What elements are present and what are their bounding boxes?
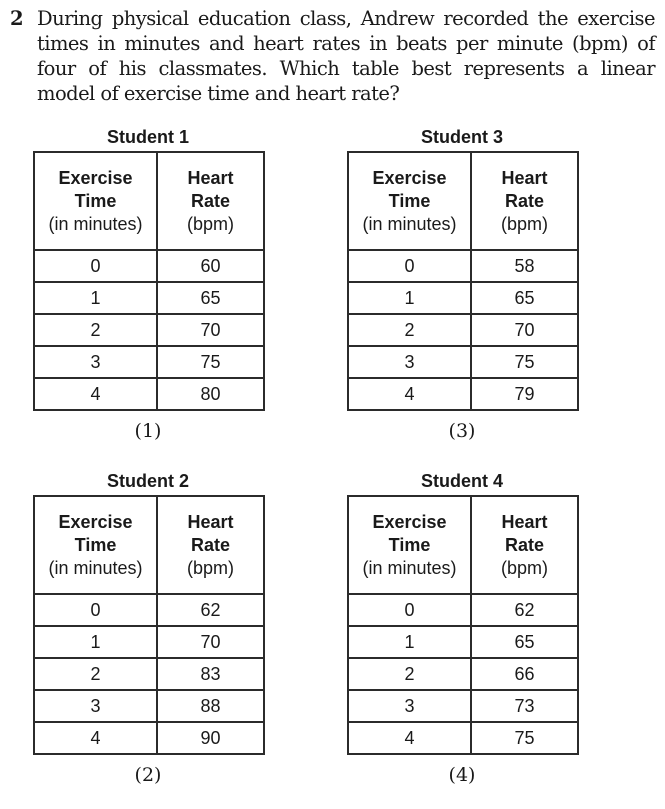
cell-time: 0	[34, 594, 157, 626]
header-text: Rate	[190, 534, 230, 555]
cell-rate: 75	[471, 346, 578, 378]
cell-time: 1	[34, 282, 157, 314]
header-text: Heart	[501, 511, 548, 532]
header-text: Heart	[501, 167, 548, 188]
cell-time: 2	[34, 658, 157, 690]
choice-label[interactable]: (2)	[134, 764, 162, 786]
cell-rate: 65	[157, 282, 264, 314]
table-row	[348, 658, 578, 690]
table-row	[34, 346, 264, 378]
table-row	[348, 626, 578, 658]
table-row	[34, 594, 264, 626]
table-row	[34, 314, 264, 346]
header-exercise-time	[34, 152, 157, 250]
cell-rate: 70	[157, 314, 264, 346]
answer-choice-3[interactable]	[347, 125, 577, 443]
header-exercise-time	[348, 496, 471, 594]
question-number: 2	[10, 7, 24, 30]
header-row	[348, 152, 578, 250]
header-unit: (in minutes)	[48, 557, 143, 578]
cell-rate: 65	[471, 282, 578, 314]
cell-rate: 75	[157, 346, 264, 378]
table-title: Student 1	[106, 127, 189, 147]
cell-time: 1	[34, 626, 157, 658]
choice-label[interactable]: (1)	[134, 420, 162, 442]
header-text: Time	[388, 190, 431, 211]
cell-rate: 70	[157, 626, 264, 658]
cell-time: 0	[34, 250, 157, 282]
table-row	[34, 282, 264, 314]
cell-time: 2	[34, 314, 157, 346]
cell-time: 2	[348, 658, 471, 690]
header-heart-rate	[471, 152, 578, 250]
data-table	[33, 151, 265, 411]
header-text: Time	[388, 534, 431, 555]
data-table	[347, 151, 579, 411]
cell-rate: 62	[471, 594, 578, 626]
header-unit: (in minutes)	[48, 213, 143, 234]
cell-rate: 83	[157, 658, 264, 690]
table-row	[34, 378, 264, 410]
answer-choice-4[interactable]	[347, 469, 577, 787]
cell-time: 2	[348, 314, 471, 346]
cell-time: 4	[348, 378, 471, 410]
cell-time: 4	[348, 722, 471, 754]
header-unit: (bpm)	[186, 557, 234, 578]
header-text: Rate	[504, 190, 544, 211]
answer-choice-2[interactable]	[33, 469, 263, 787]
cell-time: 3	[348, 690, 471, 722]
header-unit: (bpm)	[500, 213, 548, 234]
header-unit: (in minutes)	[362, 557, 457, 578]
table-title: Student 3	[420, 127, 503, 147]
cell-time: 3	[34, 690, 157, 722]
cell-rate: 75	[471, 722, 578, 754]
header-text: Rate	[190, 190, 230, 211]
cell-rate: 70	[471, 314, 578, 346]
header-heart-rate	[157, 496, 264, 594]
header-row	[34, 496, 264, 594]
choice-label[interactable]: (4)	[448, 764, 476, 786]
cell-time: 1	[348, 626, 471, 658]
header-row	[348, 496, 578, 594]
header-heart-rate	[471, 496, 578, 594]
cell-rate: 88	[157, 690, 264, 722]
table-title: Student 4	[420, 471, 503, 491]
question-stem: During physical education class, Andrew recorded the exercise times in minutes and heart rates in beats per minute (bpm) of four of his classmates. Which table best represents a linear model of exercise time and heart rate?	[37, 7, 655, 105]
table-row	[34, 690, 264, 722]
cell-rate: 62	[157, 594, 264, 626]
header-text: Exercise	[372, 167, 447, 188]
header-text: Heart	[187, 167, 234, 188]
data-table	[33, 495, 265, 755]
table-row	[348, 594, 578, 626]
cell-time: 4	[34, 722, 157, 754]
header-unit: (in minutes)	[362, 213, 457, 234]
cell-rate: 66	[471, 658, 578, 690]
header-text: Time	[74, 534, 117, 555]
table-row	[34, 626, 264, 658]
header-exercise-time	[348, 152, 471, 250]
header-heart-rate	[157, 152, 264, 250]
choice-label[interactable]: (3)	[448, 420, 476, 442]
table-row	[348, 250, 578, 282]
cell-time: 3	[34, 346, 157, 378]
header-text: Exercise	[372, 511, 447, 532]
cell-time: 1	[348, 282, 471, 314]
table-row	[34, 722, 264, 754]
cell-rate: 90	[157, 722, 264, 754]
header-text: Exercise	[58, 167, 133, 188]
header-text: Time	[74, 190, 117, 211]
cell-rate: 65	[471, 626, 578, 658]
table-title: Student 2	[106, 471, 189, 491]
table-row	[34, 658, 264, 690]
header-unit: (bpm)	[186, 213, 234, 234]
header-unit: (bpm)	[500, 557, 548, 578]
header-exercise-time	[34, 496, 157, 594]
table-row	[348, 378, 578, 410]
cell-rate: 73	[471, 690, 578, 722]
header-text: Exercise	[58, 511, 133, 532]
header-text: Rate	[504, 534, 544, 555]
cell-rate: 79	[471, 378, 578, 410]
cell-rate: 58	[471, 250, 578, 282]
table-row	[348, 314, 578, 346]
cell-rate: 80	[157, 378, 264, 410]
data-table	[347, 495, 579, 755]
cell-time: 0	[348, 250, 471, 282]
cell-rate: 60	[157, 250, 264, 282]
cell-time: 4	[34, 378, 157, 410]
table-row	[348, 690, 578, 722]
table-row	[348, 346, 578, 378]
cell-time: 0	[348, 594, 471, 626]
question	[10, 6, 655, 106]
header-text: Heart	[187, 511, 234, 532]
table-row	[34, 250, 264, 282]
table-row	[348, 282, 578, 314]
header-row	[34, 152, 264, 250]
table-row	[348, 722, 578, 754]
answer-choice-1[interactable]	[33, 125, 263, 443]
cell-time: 3	[348, 346, 471, 378]
